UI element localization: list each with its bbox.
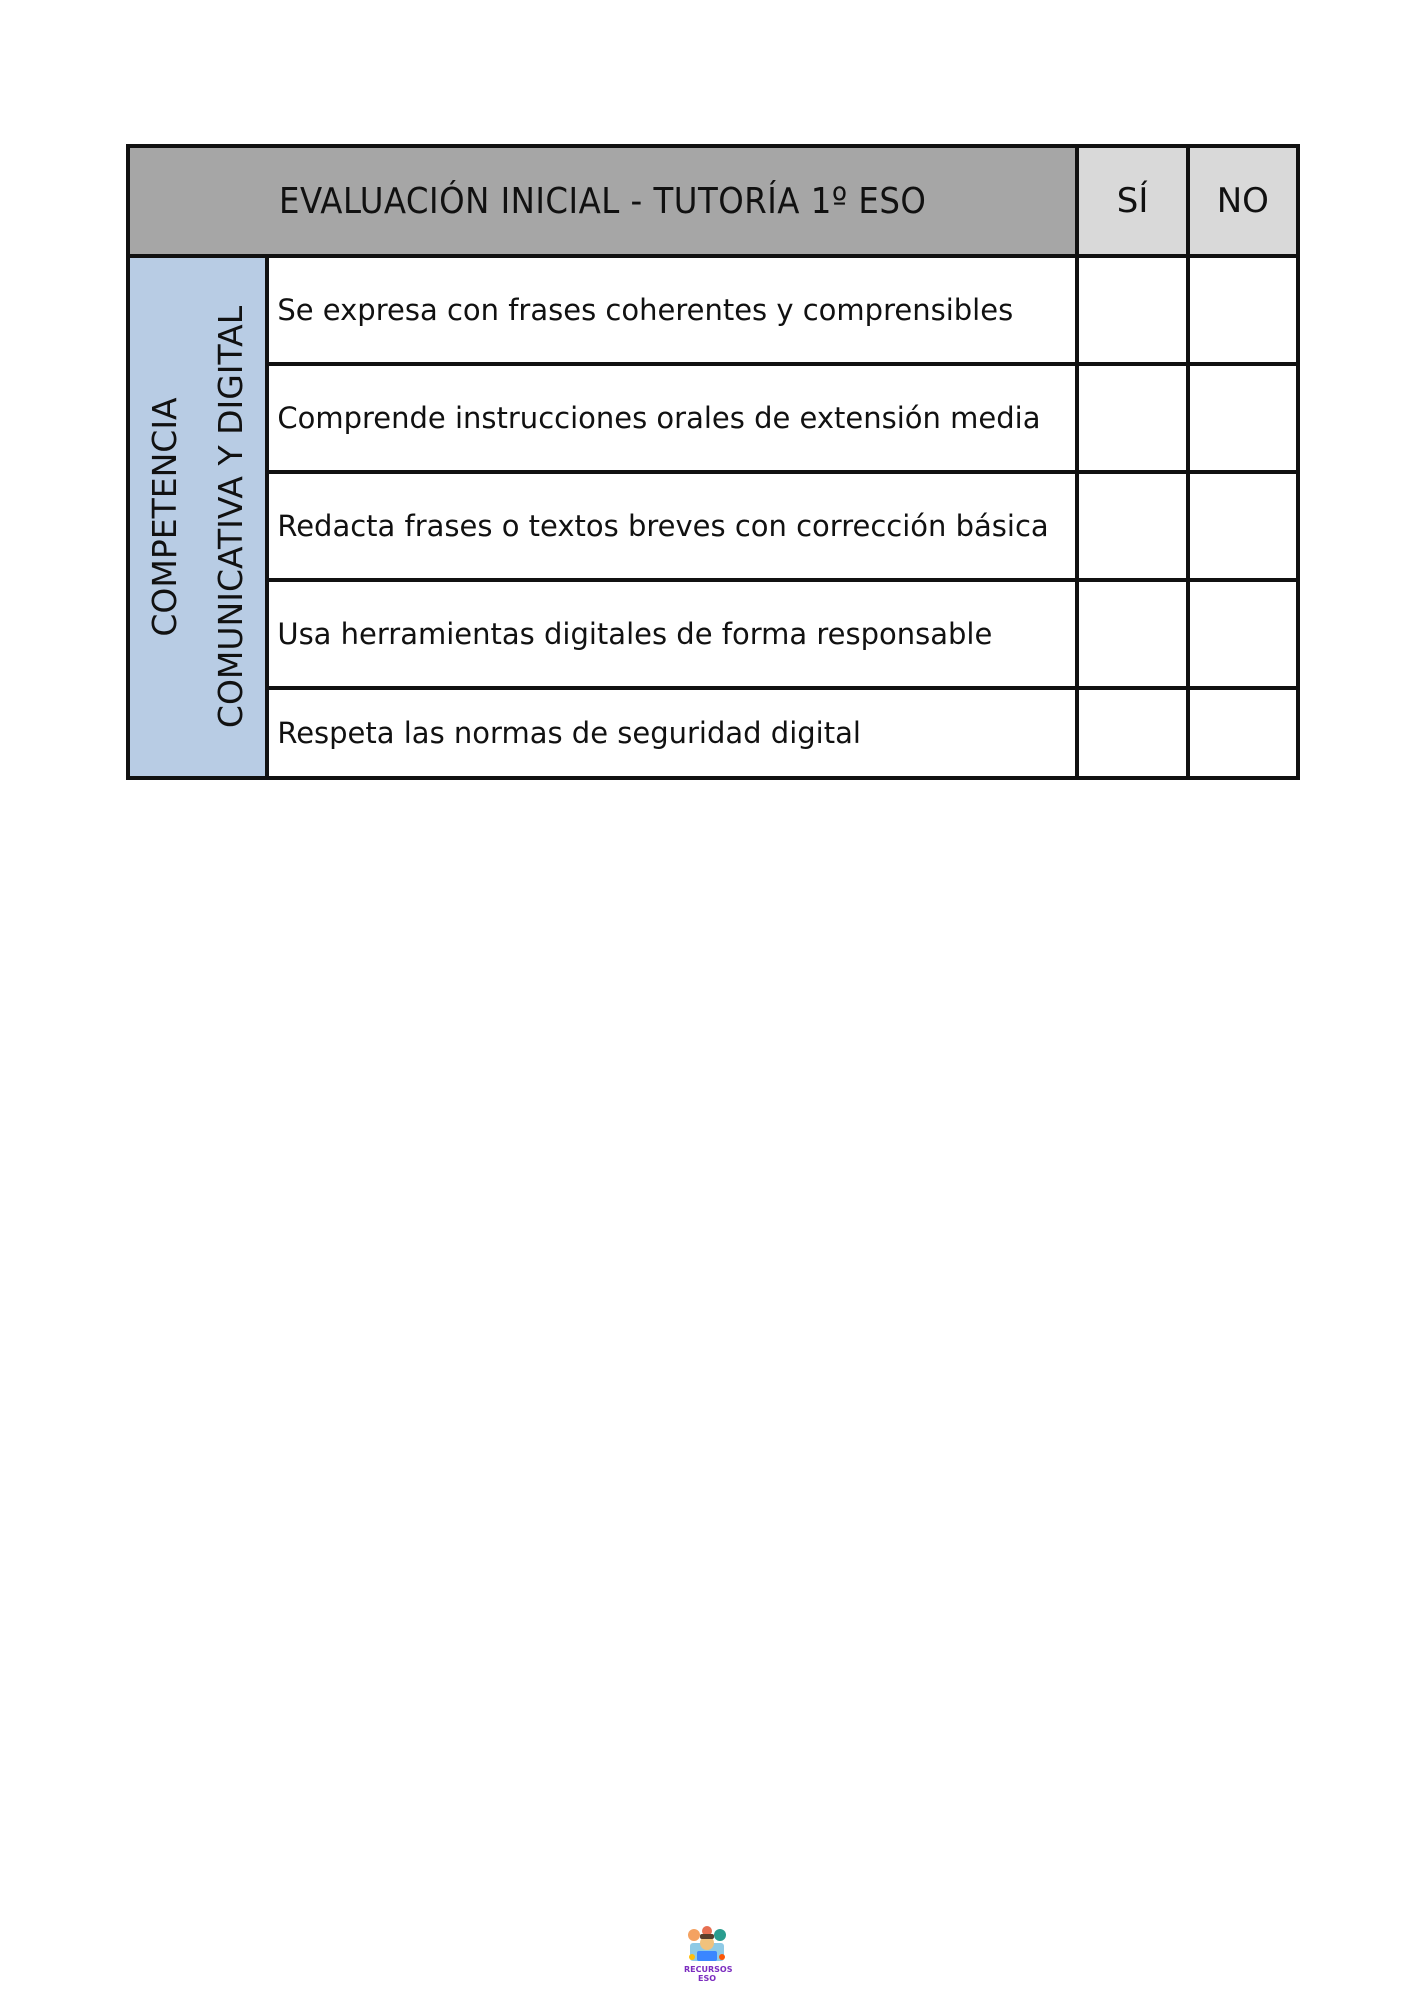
yes-checkbox-cell[interactable] xyxy=(1077,580,1187,688)
item-text: Redacta frases o textos breves con corrección básica xyxy=(267,472,1077,580)
no-checkbox-cell[interactable] xyxy=(1188,580,1298,688)
table-row xyxy=(128,364,1298,472)
header-row xyxy=(128,146,1298,256)
recursos-eso-logo xyxy=(684,1925,733,1983)
no-checkbox-cell[interactable] xyxy=(1188,256,1298,364)
category-line-1: COMPETENCIA xyxy=(144,397,184,637)
no-checkbox-cell[interactable] xyxy=(1188,472,1298,580)
item-text: Usa herramientas digitales de forma responsable xyxy=(267,580,1077,688)
table-row xyxy=(128,688,1298,778)
no-checkbox-cell[interactable] xyxy=(1188,688,1298,778)
table-row xyxy=(128,472,1298,580)
item-text: Comprende instrucciones orales de extensión media xyxy=(267,364,1077,472)
yes-checkbox-cell[interactable] xyxy=(1077,472,1187,580)
yes-checkbox-cell[interactable] xyxy=(1077,364,1187,472)
table-row xyxy=(128,580,1298,688)
evaluation-sheet xyxy=(126,144,1300,780)
table-title: EVALUACIÓN INICIAL - TUTORÍA 1º ESO xyxy=(128,146,1077,256)
item-text: Se expresa con frases coherentes y comprensibles xyxy=(267,256,1077,364)
no-checkbox-cell[interactable] xyxy=(1188,364,1298,472)
logo-illustration-icon xyxy=(684,1925,730,1965)
category-cell xyxy=(128,256,267,778)
yes-checkbox-cell[interactable] xyxy=(1077,688,1187,778)
logo-text-line-2: ESO xyxy=(697,1974,717,1983)
table-row xyxy=(128,256,1298,364)
logo-text-line-1: RECURSOS xyxy=(684,1965,733,1974)
no-column-header: NO xyxy=(1188,146,1298,256)
category-label xyxy=(132,306,264,728)
category-line-2: COMUNICATIVA Y DIGITAL xyxy=(210,305,250,729)
evaluation-table xyxy=(126,144,1300,780)
yes-column-header: SÍ xyxy=(1077,146,1187,256)
yes-checkbox-cell[interactable] xyxy=(1077,256,1187,364)
item-text: Respeta las normas de seguridad digital xyxy=(267,688,1077,778)
